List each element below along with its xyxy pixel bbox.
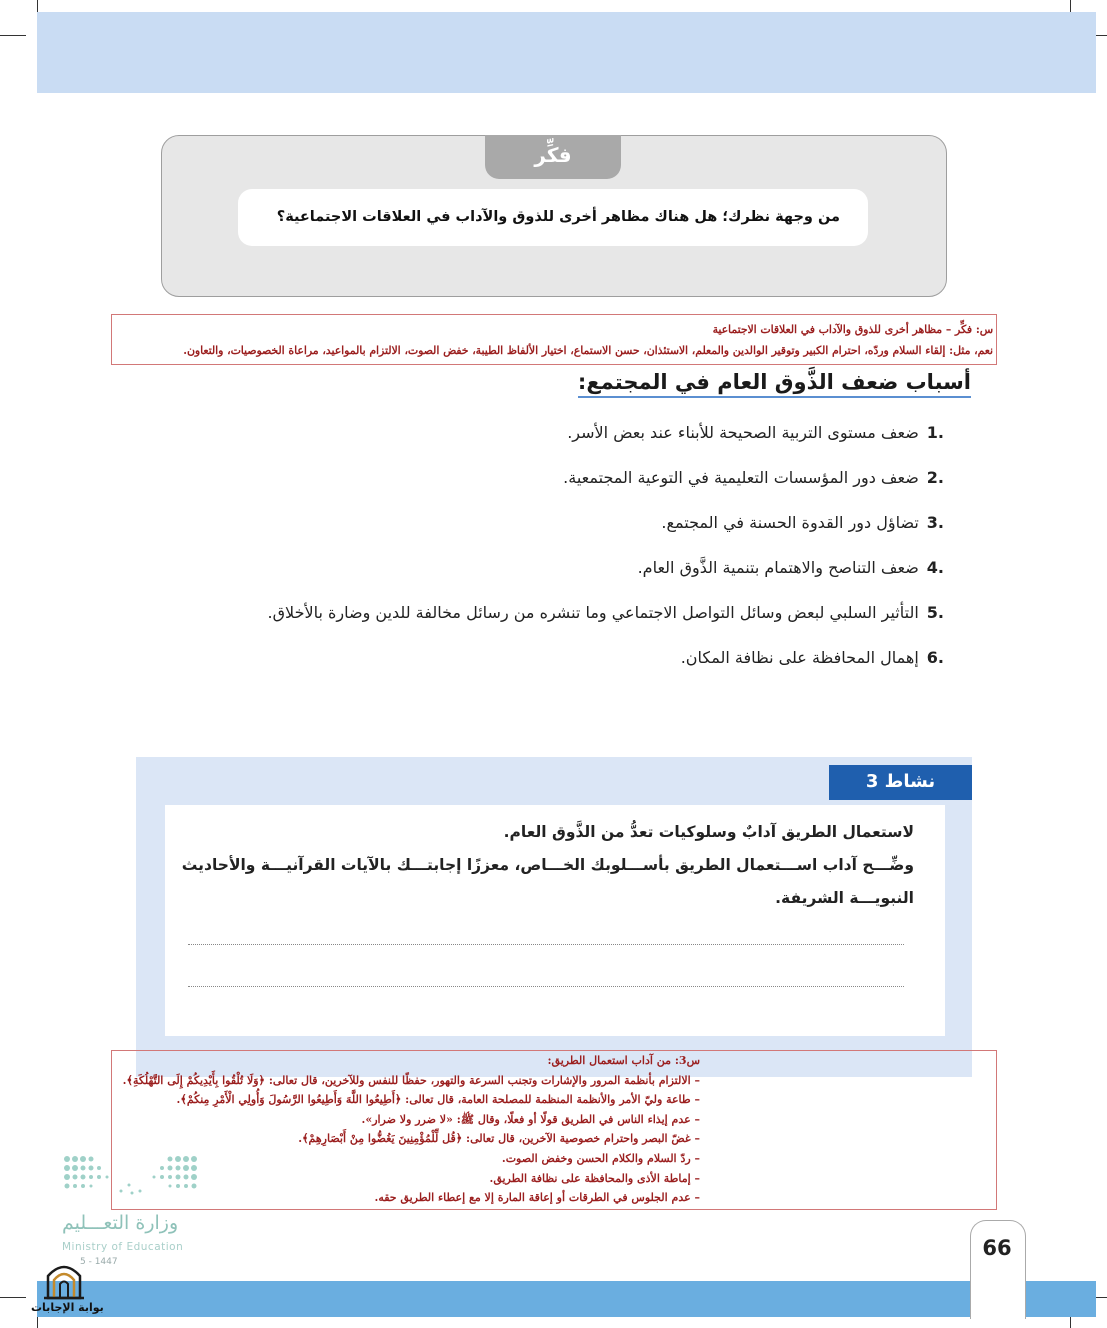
answer-line: – عدم الجلوس في الطرقات أو إعاقة المارة إلا مع إعطاء الطريق حقه. xyxy=(374,1191,700,1205)
activity-text: النبويـــة الشريفة. xyxy=(775,889,914,907)
answer-line: – إماطة الأذى والمحافظة على نظافة الطريق. xyxy=(489,1171,700,1185)
list-text: تضاؤل دور القدوة الحسنة في المجتمع. xyxy=(661,513,919,532)
answer-box-activity xyxy=(111,1050,997,1210)
answer-line: س: فكِّر – مظاهر أخرى للذوق والآداب في العلاقات الاجتماعية xyxy=(712,323,993,336)
activity-text: لاستعمال الطريق آدابٌ وسلوكيات تعدُّ من الذَّوق العام. xyxy=(503,823,914,841)
answer-line: نعم، مثل: إلقاء السلام وردّه، احترام الكبير وتوقير الوالدين والمعلم، الاستئذان، حسن الاستماع، اختيار الألفاظ الطيبة، خفض الصوت، الالتزام بالمواعيد، مراعاة الخصوصيات، والتعاون. xyxy=(183,344,993,357)
crop-mark xyxy=(0,35,26,36)
header-band xyxy=(37,12,1096,93)
answer-line: – عدم إيذاء الناس في الطريق قولًا أو فعلًا، وقال ﷺ: «لا ضرر ولا ضرار». xyxy=(361,1112,700,1126)
list-item xyxy=(268,603,944,622)
answer-dotted-line xyxy=(188,986,904,987)
footer-bar xyxy=(37,1281,971,1317)
ministry-year: 5 - 1447 xyxy=(80,1257,118,1267)
list-item xyxy=(567,423,944,442)
section-title: أسباب ضعف الذَّوق العام في المجتمع: xyxy=(578,370,971,398)
activity-label: نشاط 3 xyxy=(829,765,972,800)
list-item xyxy=(661,513,944,532)
think-question: من وجهة نظرك؛ هل هناك مظاهر أخرى للذوق والآداب في العلاقات الاجتماعية؟ xyxy=(238,189,868,246)
gate-logo-icon xyxy=(42,1256,86,1300)
ministry-name-english: Ministry of Education xyxy=(62,1241,184,1253)
answer-line: – ردّ السلام والكلام الحسن وخفض الصوت. xyxy=(501,1151,700,1165)
list-text: ضعف مستوى التربية الصحيحة للأبناء عند بعض الأسر. xyxy=(567,423,919,442)
list-number: .4 xyxy=(926,558,944,577)
list-text: ضعف دور المؤسسات التعليمية في التوعية المجتمعية. xyxy=(563,468,919,487)
answer-line: – الالتزام بأنظمة المرور والإشارات وتجنب السرعة والتهور، حفظًا للنفس وللآخرين، قال تعالى: ﴿وَلَا تُلْقُوا بِأَيْدِيكُمْ إِلَى التَّهْلُكَةِ﴾. xyxy=(122,1073,700,1087)
list-number: .6 xyxy=(926,648,944,667)
watermark-text: بوابة الإجابات xyxy=(31,1301,104,1314)
answer-line: – غضّ البصر واحترام خصوصية الآخرين، قال تعالى: ﴿قُل لِّلْمُؤْمِنِينَ يَغُضُّوا مِنْ أَبْصَارِهِمْ﴾. xyxy=(298,1132,700,1146)
crop-mark xyxy=(0,1297,26,1298)
list-item xyxy=(681,648,944,667)
think-tab: فكِّر xyxy=(485,135,621,179)
answer-line: س3: من آداب استعمال الطريق: xyxy=(547,1054,700,1067)
page-number-tab xyxy=(970,1220,1026,1319)
list-number: .5 xyxy=(926,603,944,622)
answer-box-think xyxy=(111,314,997,365)
page-number: 66 xyxy=(982,1236,1012,1260)
answer-dotted-line xyxy=(188,944,904,945)
answer-line: – طاعة وليّ الأمر والأنظمة المنظمة للمصلحة العامة، قال تعالى: ﴿أَطِيعُوا اللَّهَ وَأَطِيعُوا الرَّسُولَ وَأُولِي الْأَمْرِ مِنكُمْ﴾. xyxy=(176,1093,700,1107)
list-item xyxy=(563,468,944,487)
activity-text: وضِّـــح آداب اســـتعمال الطريق بأســـلوبك الخـــاص، معززًا إجابتـــك بالآيات القرآنيـــة والأحاديث xyxy=(181,856,914,874)
ministry-logo-icon xyxy=(63,1155,198,1197)
list-item xyxy=(638,558,944,577)
list-text: التأثير السلبي لبعض وسائل التواصل الاجتماعي وما تنشره من رسائل مخالفة للدين وضارة بالأخلاق. xyxy=(267,603,919,622)
list-text: إهمال المحافظة على نظافة المكان. xyxy=(680,648,919,667)
list-text: ضعف التناصح والاهتمام بتنمية الذَّوق العام. xyxy=(637,558,919,577)
list-number: .1 xyxy=(926,423,944,442)
footer-bar xyxy=(1024,1281,1096,1317)
list-number: .3 xyxy=(926,513,944,532)
list-number: .2 xyxy=(926,468,944,487)
ministry-name-arabic: وزارة التعـــليم xyxy=(62,1212,179,1234)
